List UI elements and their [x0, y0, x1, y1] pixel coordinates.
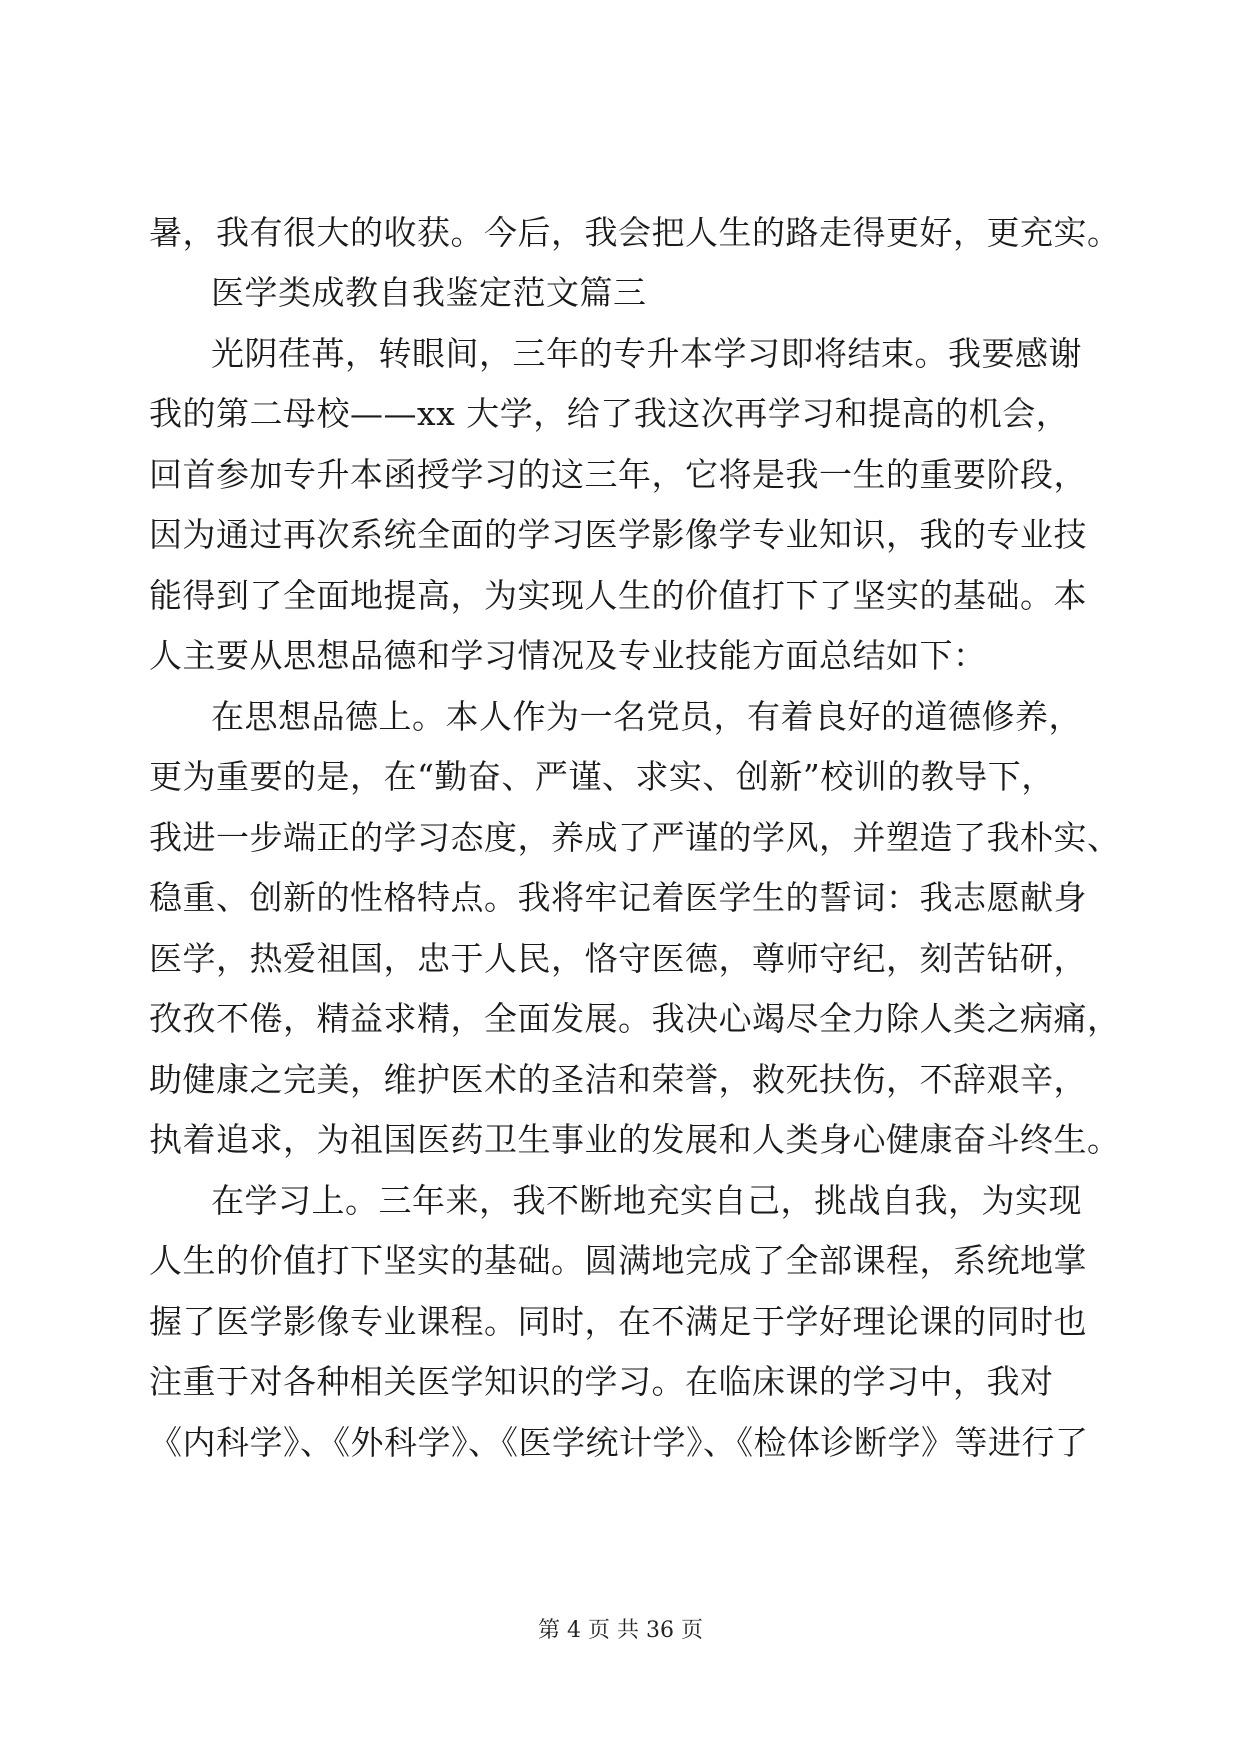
text-line: 更为重要的是，在“勤奋、严谨、求实、创新”校训的教导下，	[149, 757, 1055, 796]
text-line: 稳重、创新的性格特点。我将牢记着医学生的誓词：我志愿献身	[149, 878, 1087, 917]
text-line: 助健康之完美，维护医术的圣洁和荣誉，救死扶伤，不辞艰辛，	[149, 1060, 1087, 1099]
text-line: 我进一步端正的学习态度，养成了严谨的学风，并塑造了我朴实、	[149, 818, 1121, 857]
text-line: 医学，热爱祖国，忠于人民，恪守医德，尊师守纪，刻苦钻研，	[149, 939, 1087, 978]
text-line: 因为通过再次系统全面的学习医学影像学专业知识，我的专业技	[149, 515, 1087, 554]
page-number-footer: 第 4 页 共 36 页	[538, 1618, 703, 1643]
text-line: 握了医学影像专业课程。同时，在不满足于学好理论课的同时也	[149, 1302, 1087, 1341]
text-line: 在思想品德上。本人作为一名党员，有着良好的道德修养，	[211, 697, 1082, 736]
text-line: 暑，我有很大的收获。今后，我会把人生的路走得更好，更充实。	[149, 213, 1121, 252]
text-line: 我的第二母校——xx 大学，给了我这次再学习和提高的机会，	[149, 394, 1070, 433]
text-line: 能得到了全面地提高，为实现人生的价值打下了坚实的基础。本	[149, 576, 1087, 615]
text-line: 光阴荏苒，转眼间，三年的专升本学习即将结束。我要感谢	[211, 334, 1082, 373]
text-line: 注重于对各种相关医学知识的学习。在临床课的学习中，我对	[149, 1362, 1054, 1401]
text-line: 执着追求，为祖国医药卫生事业的发展和人类身心健康奋斗终生。	[149, 1120, 1121, 1159]
text-line: 人主要从思想品德和学习情况及专业技能方面总结如下：	[149, 636, 987, 675]
text-line: 孜孜不倦，精益求精，全面发展。我决心竭尽全力除人类之病痛，	[149, 999, 1121, 1038]
text-line: 在学习上。三年来，我不断地充实自己，挑战自我，为实现	[211, 1181, 1082, 1220]
text-line: 《内科学》、《外科学》、《医学统计学》、《检体诊断学》等进行了	[149, 1423, 1089, 1462]
text-line: 人生的价值打下坚实的基础。圆满地完成了全部课程，系统地掌	[149, 1241, 1087, 1280]
text-line: 回首参加专升本函授学习的这三年，它将是我一生的重要阶段，	[149, 455, 1087, 494]
section-heading: 医学类成教自我鉴定范文篇三	[211, 273, 647, 312]
